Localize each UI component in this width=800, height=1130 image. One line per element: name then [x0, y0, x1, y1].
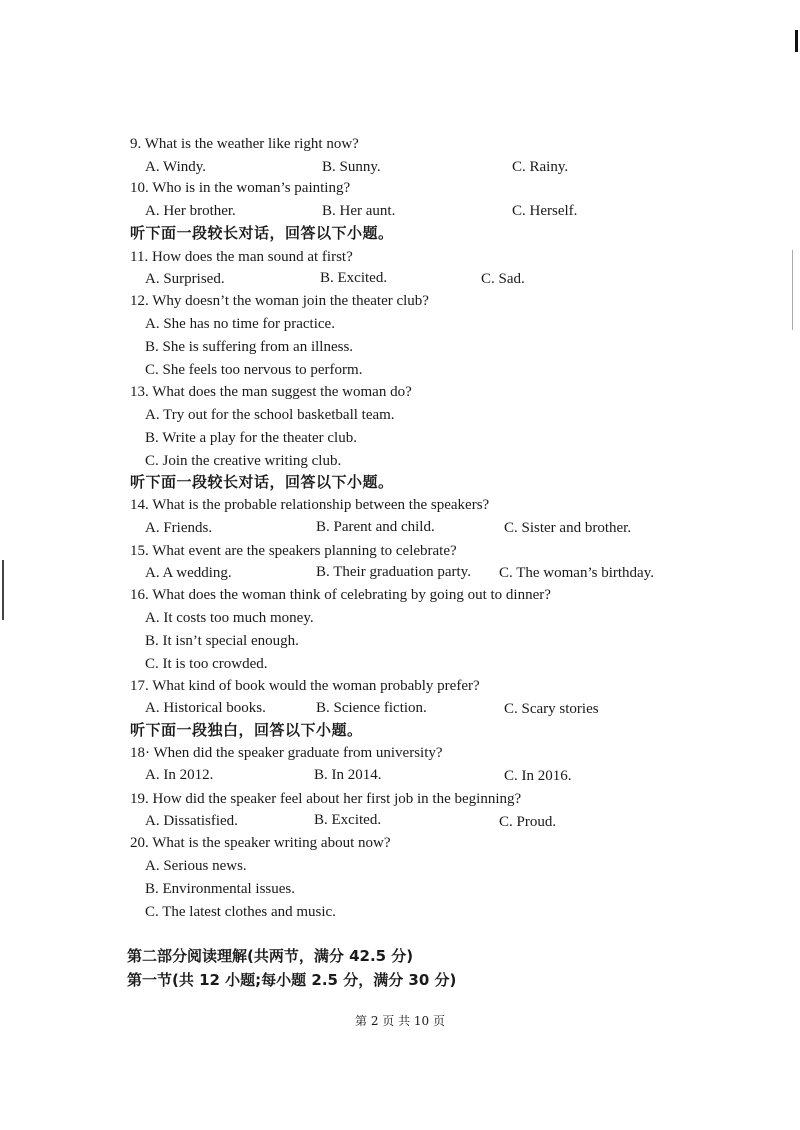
- question-20-option-c: C. The latest clothes and music.: [145, 904, 336, 920]
- question-9-stem: 9. What is the weather like right now?: [130, 136, 359, 152]
- question-12-stem: 12. Why doesn’t the woman join the theater club?: [130, 293, 429, 309]
- question-17-option-c: C. Scary stories: [504, 701, 599, 717]
- scan-edge-mark: [795, 30, 798, 52]
- question-15-option-a: A. A wedding.: [145, 565, 232, 581]
- question-19-option-b: B. Excited.: [314, 812, 382, 828]
- question-9-option-a: A. Windy.: [145, 159, 207, 175]
- section-one-title: 第一节(共 12 小题;每小题 2.5 分，满分 30 分): [127, 971, 457, 989]
- question-16-option-c: C. It is too crowded.: [145, 656, 268, 672]
- question-15-option-c: C. The woman’s birthday.: [499, 565, 654, 581]
- question-11-option-b: B. Excited.: [320, 270, 388, 286]
- question-10-option-c: C. Herself.: [512, 203, 578, 219]
- question-13-stem: 13. What does the man suggest the woman do?: [130, 384, 412, 400]
- instruction-monologue: 听下面一段独白，回答以下小题。: [130, 721, 363, 739]
- question-15-option-b: B. Their graduation party.: [316, 564, 471, 580]
- question-19-stem: 19. How did the speaker feel about her first job in the beginning?: [130, 791, 522, 807]
- question-11-option-c: C. Sad.: [481, 271, 525, 287]
- question-12-option-c: C. She feels too nervous to perform.: [145, 362, 363, 378]
- question-17-stem: 17. What kind of book would the woman probably prefer?: [130, 678, 480, 694]
- question-19-option-a: A. Dissatisfied.: [145, 813, 238, 829]
- question-12-option-b: B. She is suffering from an illness.: [145, 339, 354, 355]
- scan-edge-line: [792, 250, 793, 330]
- question-14-option-b: B. Parent and child.: [316, 519, 435, 535]
- question-11-option-a: A. Surprised.: [145, 271, 225, 287]
- question-10-option-b: B. Her aunt.: [322, 203, 396, 219]
- question-17-option-a: A. Historical books.: [145, 700, 266, 716]
- question-12-option-a: A. She has no time for practice.: [145, 316, 335, 332]
- question-18-stem: 18· When did the speaker graduate from university?: [130, 745, 443, 761]
- question-10-stem: 10. Who is in the woman’s painting?: [130, 180, 351, 196]
- question-18-option-c: C. In 2016.: [504, 768, 572, 784]
- question-13-option-a: A. Try out for the school basketball team.: [145, 407, 395, 423]
- question-14-stem: 14. What is the probable relationship between the speakers?: [130, 497, 490, 513]
- question-15-stem: 15. What event are the speakers planning to celebrate?: [130, 543, 457, 559]
- question-9-option-b: B. Sunny.: [322, 159, 381, 175]
- question-16-option-a: A. It costs too much money.: [145, 610, 314, 626]
- page-number-footer: 第 2 页 共 10 页: [355, 1014, 445, 1028]
- question-16-stem: 16. What does the woman think of celebrating by going out to dinner?: [130, 587, 551, 603]
- instruction-long-dialogue-2: 听下面一段较长对话，回答以下小题。: [130, 473, 394, 491]
- question-20-stem: 20. What is the speaker writing about now?: [130, 835, 391, 851]
- question-11-stem: 11. How does the man sound at first?: [130, 249, 353, 265]
- question-20-option-b: B. Environmental issues.: [145, 881, 295, 897]
- question-17-option-b: B. Science fiction.: [316, 700, 427, 716]
- question-18-option-a: A. In 2012.: [145, 767, 214, 783]
- instruction-long-dialogue-1: 听下面一段较长对话，回答以下小题。: [130, 224, 394, 242]
- question-9-option-c: C. Rainy.: [512, 159, 569, 175]
- question-13-option-c: C. Join the creative writing club.: [145, 453, 342, 469]
- scan-left-edge-mark: [2, 560, 4, 620]
- question-20-option-a: A. Serious news.: [145, 858, 247, 874]
- question-10-option-a: A. Her brother.: [145, 203, 236, 219]
- question-14-option-c: C. Sister and brother.: [504, 520, 632, 536]
- part-two-title: 第二部分阅读理解(共两节，满分 42.5 分): [127, 947, 414, 965]
- question-18-option-b: B. In 2014.: [314, 767, 382, 783]
- question-13-option-b: B. Write a play for the theater club.: [145, 430, 357, 446]
- question-14-option-a: A. Friends.: [145, 520, 213, 536]
- question-19-option-c: C. Proud.: [499, 814, 557, 830]
- question-16-option-b: B. It isn’t special enough.: [145, 633, 299, 649]
